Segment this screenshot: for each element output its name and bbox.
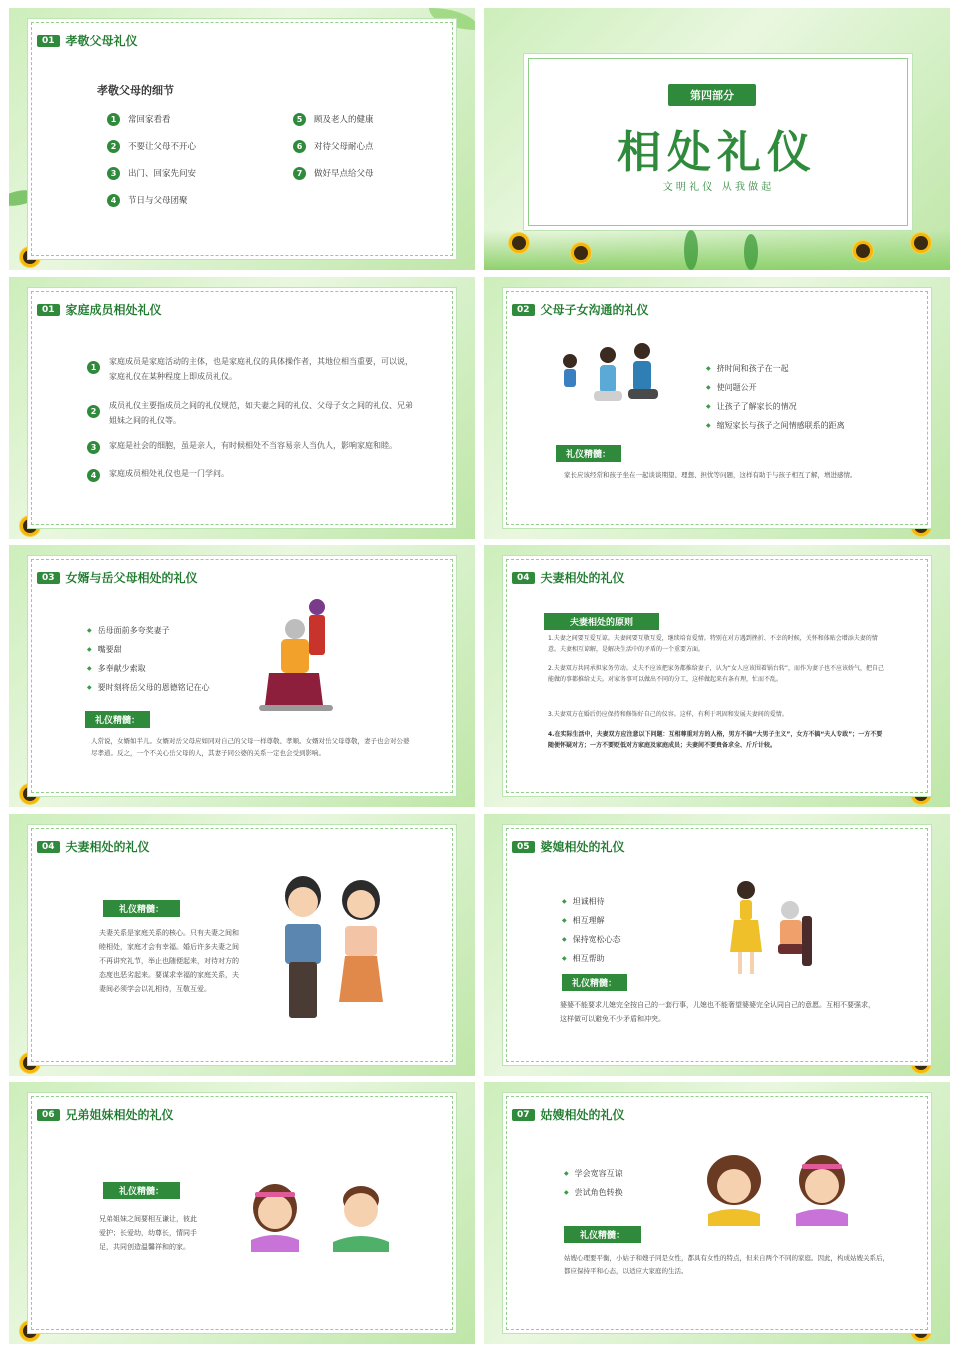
essence-text: 婆婆不能要求儿媳完全按自己的一套行事，儿媳也不能奢望婆婆完全认同自己的意愿。互相不要强求，这样做可以避免不少矛盾和冲突。 — [560, 1001, 875, 1023]
section-subtitle: 文 明 礼 仪 从 我 做 起 — [662, 182, 772, 193]
grass-decoration — [484, 230, 950, 270]
leaf-decoration — [684, 230, 698, 270]
section-number: 06 — [37, 1109, 60, 1121]
slide-title: 夫妻相处的礼仪 — [540, 571, 625, 585]
mother-daughter-illustration — [726, 876, 822, 980]
essence-text: 姑嫂心理要平衡，小姑子和嫂子同是女性，都具有女性的特点，但来自两个不同的家庭。因此，构成姑嫂关系后，都应保持平和心态，以适应大家庭的生活。 — [564, 1254, 889, 1275]
list-number: 2 — [87, 405, 108, 418]
subtitle: 孝敬父母的细节 — [97, 84, 174, 97]
slide-1 — [9, 8, 475, 270]
bullet-item: ◆ 保持宽松心态 — [562, 934, 621, 945]
bullet-item: ◆ 相互帮助 — [562, 953, 605, 964]
bullet-item: ◆ 学会宽容互谅 — [564, 1168, 623, 1179]
slide-7 — [9, 814, 475, 1076]
slide-title: 父母子女沟通的礼仪 — [540, 303, 649, 317]
bullet-item: ◆ 缩短家长与孩子之间情感联系的距离 — [706, 420, 845, 431]
list-text: 家庭成员是家庭活动的主体，也是家庭礼仪的具体操作者，其地位相当重要，可以说，家庭礼仪在某种程度上即成员礼仪。 — [109, 357, 413, 381]
list-number: 1 — [87, 361, 108, 374]
content-panel — [506, 828, 928, 1062]
slide-3 — [9, 277, 475, 539]
list-number: 3 — [87, 441, 108, 454]
sunflower-decoration — [856, 244, 870, 258]
slide-2 — [484, 8, 950, 270]
slide-6 — [484, 545, 950, 807]
section-number: 05 — [512, 841, 535, 853]
slide-title: 姑嫂相处的礼仪 — [540, 1108, 625, 1122]
essence-text: 人常说，女婿如半儿。女婿对岳父母应如同对自己的父母一样尊敬、孝顺。女婿对岳父母尊敬，妻子也会对公婆尽孝道。反之，一个不关心岳父母的人，其妻子同公婆的关系一定也会受到影响。 — [91, 737, 410, 757]
bullet-item: ◆ 多奉献少索取 — [87, 663, 146, 674]
list-item: 2 不要让父母不开心 — [107, 140, 196, 153]
slide-title: 孝敬父母礼仪 — [65, 34, 138, 48]
list-item: 3 出门、回家先问安 — [107, 167, 196, 180]
list-item: 5 顾及老人的健康 — [293, 113, 374, 126]
list-text: 家庭成员相处礼仪也是一门学问。 — [109, 469, 229, 478]
essence-tag: 礼仪精髓： — [103, 1182, 180, 1199]
essence-text: 兄弟姐妹之间要相互谦让，彼此爱护；长爱幼，幼尊长，情同手足，共同创造温馨祥和的家。 — [99, 1215, 197, 1251]
section-title: 相处礼仪 — [617, 127, 817, 178]
bullet-item: ◆ 岳母面前多夸奖妻子 — [87, 625, 170, 636]
essence-text: 夫妻关系是家庭关系的核心。只有夫妻之间和睦相处，家庭才会有幸福。婚后许多夫妻之间不再讲究礼节，举止也随便起来，对待对方的态度也恶劣起来。要谋求幸福的家庭关系，夫妻间必须学会以礼相待，互敬互爱。 — [99, 929, 239, 993]
slide-title: 婆媳相处的礼仪 — [540, 840, 625, 854]
slide-9 — [9, 1082, 475, 1344]
principle-tag: 夫妻相处的原则 — [544, 613, 659, 630]
slide-title: 女婿与岳父母相处的礼仪 — [65, 571, 198, 585]
section-number: 01 — [37, 304, 60, 316]
bullet-item: ◆ 挤时间和孩子在一起 — [706, 363, 789, 374]
brother-illustration — [329, 1180, 393, 1252]
principle-1: 1.夫妻之间要互爱互谅。夫妻间要互敬互爱，继续培育爱情。特别在对方遇到挫折、不幸的时候，关怀和体贴会增添夫妻的情意。夫妻相互谅解，是解决生活中的矛盾的一个重要方面。 — [548, 635, 878, 653]
slide-title: 夫妻相处的礼仪 — [65, 840, 150, 854]
list-item: 6 对待父母耐心点 — [293, 140, 374, 153]
slide-5 — [9, 545, 475, 807]
list-number: 4 — [87, 469, 108, 482]
principle-2: 2.夫妻双方共同承担家务劳动。丈夫不应该把家务都推给妻子，认为“女人应该围着锅台转”，而作为妻子也不应该娇气，把自己能做的事都推给丈夫。对家务事可以做出不同的分工，这样做起来有条有理，忙而不乱。 — [548, 665, 884, 683]
slide-title: 兄弟姐妹相处的礼仪 — [65, 1108, 174, 1122]
young-sister-illustration — [790, 1152, 854, 1226]
section-badge: 第四部分 — [668, 84, 756, 106]
sister-illustration — [245, 1180, 305, 1252]
elder-couple-illustration — [259, 595, 349, 715]
essence-tag: 礼仪精髓： — [85, 711, 150, 728]
leaf-decoration — [744, 234, 758, 270]
content-panel — [31, 22, 453, 256]
essence-tag: 礼仪精髓： — [103, 900, 180, 917]
family-illustration — [550, 341, 670, 425]
list-text: 成员礼仪主要指成员之间的礼仪规范，如夫妻之间的礼仪、父母子女之间的礼仪、兄弟姐妹之间的礼仪等。 — [109, 401, 413, 425]
sunflower-decoration — [914, 236, 928, 250]
slide-title: 家庭成员相处礼仪 — [65, 303, 162, 317]
essence-tag: 礼仪精髓： — [564, 1226, 641, 1243]
bullet-item: ◆ 要时刻将岳父母的恩德铭记在心 — [87, 682, 210, 693]
list-item: 4 节日与父母团聚 — [107, 194, 188, 207]
bullet-item: ◆ 相互理解 — [562, 915, 605, 926]
bullet-item: ◆ 让孩子了解家长的情况 — [706, 401, 797, 412]
list-item: 1 常回家看看 — [107, 113, 171, 126]
couple-illustration — [273, 874, 393, 1024]
bullet-item: ◆ 坦诚相待 — [562, 896, 605, 907]
slide-8 — [484, 814, 950, 1076]
slide-4 — [484, 277, 950, 539]
list-item: 7 做好早点给父母 — [293, 167, 374, 180]
essence-tag: 礼仪精髓： — [556, 445, 621, 462]
section-number: 07 — [512, 1109, 535, 1121]
principle-4: 4.在实际生活中，夫妻双方应注意以下问题：互相尊重对方的人格，男方不搞“大男子主义”，女方不搞“夫人专政”；一方不要随便怀疑对方；一方不要贬低对方家庭及家庭成员；夫妻间不要贵备求全、斤斤计较。 — [548, 731, 883, 749]
section-number: 02 — [512, 304, 535, 316]
section-number: 01 — [37, 35, 60, 47]
bullet-item: ◆ 尝试角色转换 — [564, 1187, 623, 1198]
bullet-item: ◆ 使问题公开 — [706, 382, 757, 393]
bullet-item: ◆ 嘴要甜 — [87, 644, 122, 655]
essence-text: 家长应该经常和孩子坐在一起谈谈期望、理想、担忧等问题，这样有助于与孩子相互了解，增进感情。 — [564, 471, 857, 479]
section-number: 03 — [37, 572, 60, 584]
sunflower-decoration — [574, 246, 588, 260]
slide-10 — [484, 1082, 950, 1344]
principle-3: 3.夫妻双方在婚后仍应保持和修饰好自己的仪容。这样，有利于巩固和发展夫妻间的爱情。 — [548, 711, 788, 718]
sunflower-decoration — [512, 236, 526, 250]
section-number: 04 — [512, 572, 535, 584]
sister-in-law-illustration — [702, 1152, 766, 1226]
section-number: 04 — [37, 841, 60, 853]
list-text: 家庭是社会的细胞，虽是亲人，有时候相处不当容易亲人当仇人，影响家庭和睦。 — [109, 441, 397, 450]
essence-tag: 礼仪精髓： — [562, 974, 627, 991]
